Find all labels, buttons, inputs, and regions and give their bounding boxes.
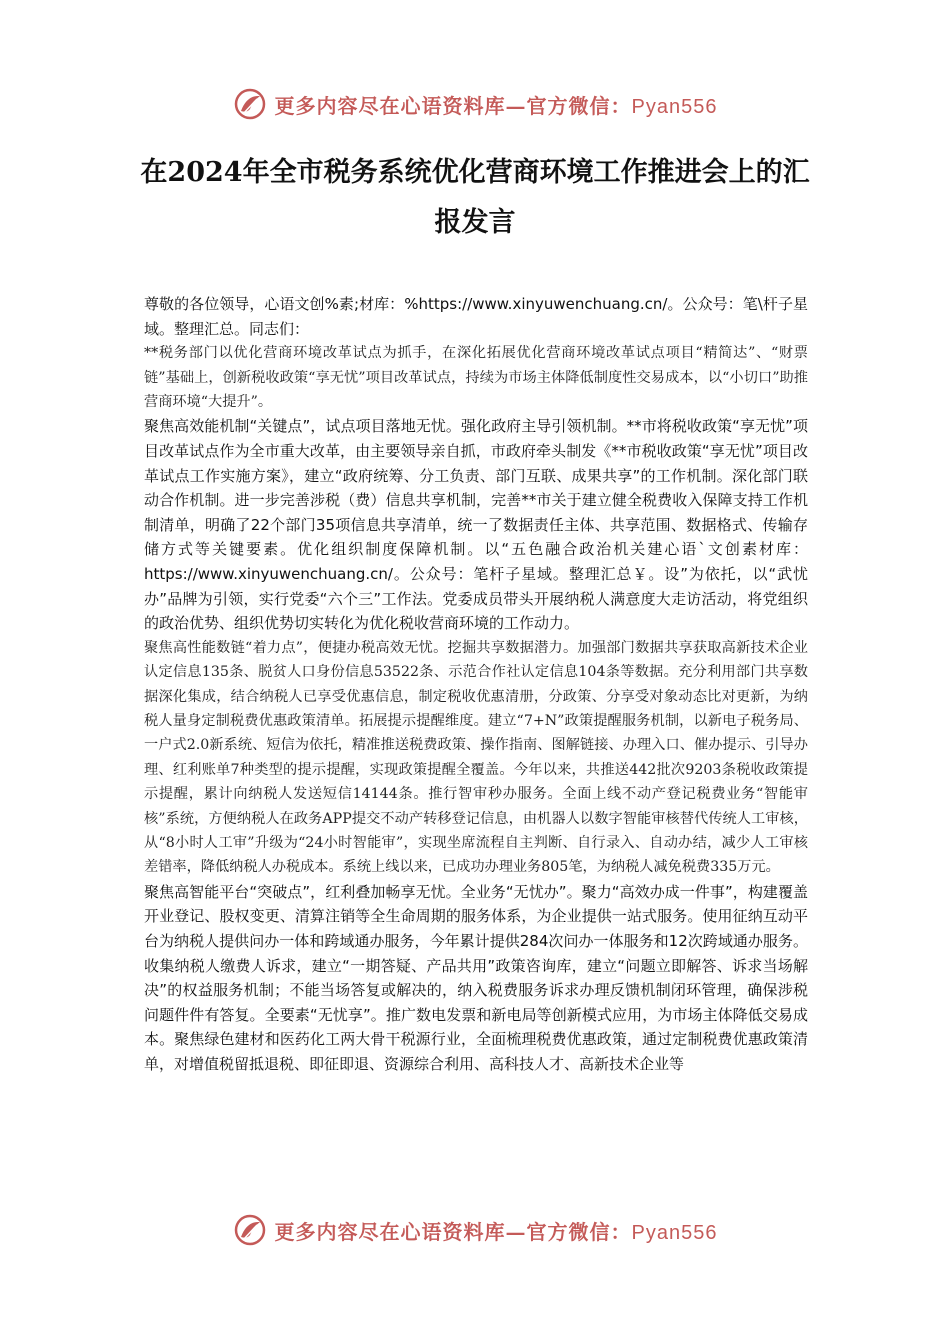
watermark-text: 更多内容尽在心语资料库—官方微信：Pyan556: [274, 1219, 718, 1244]
document-body: [144, 292, 808, 1077]
document-title: 在2024年全市税务系统优化营商环境工作推进会上的汇报发言: [140, 157, 810, 238]
watermark-logo-icon: [233, 87, 267, 121]
watermark-logo-icon: [233, 1213, 267, 1247]
header-watermark-banner: [0, 84, 950, 124]
paragraph-platform: 聚焦高智能平台“突破点”，红利叠加畅享无忧。全业务“无忧办”。聚力“高效办成一件事”，构建覆盖开业登记、股权变更、清算注销等全生命周期的服务体系，为企业提供一站式服务。使用征纳互动平台为纳税人提供问办一体和跨域通办服务，今年累计提供284次问办一体服务和12次跨域通办服务。收集纳税人缴费人诉求，建立“一期答疑、产品共用”政策咨询库，建立“问题立即解答、诉求当场解决”的权益服务机制；不能当场答复或解决的，纳入税费服务诉求办理反馈机制闭环管理，确保涉税问题件件有答复。全要素“无忧享”。推广数电发票和新电局等创新模式应用，为市场主体降低交易成本。聚焦绿色建材和医药化工两大骨干税源行业，全面梳理税费优惠政策，通过定制税费优惠政策清单，对增值税留抵退税、即征即退、资源综合利用、高科技人才、高新技术企业等: [144, 882, 808, 1073]
paragraph-greeting: 尊敬的各位领导，心语文创%素;材库：%https://www.xinyuwenchuang.cn/。公众号：笔\杆子星域。整理汇总。同志们：: [144, 295, 808, 338]
paragraph-intro: **税务部门以优化营商环境改革试点为抓手，在深化拓展优化营商环境改革试点项目“精简达”、“财票链”基础上，创新税收政策“享无忧”项目改革试点，持续为市场主体降低制度性交易成本，以“小切口”助推营商环境“大提升”。: [144, 345, 808, 410]
paragraph-data-chain: 聚焦高性能数链“着力点”，便捷办税高效无忧。挖掘共享数据潜力。加强部门数据共享获取高新技术企业认定信息135条、脱贫人口身份信息53522条、示范合作社认定信息104条等数据。充分利用部门共享数据深化集成，结合纳税人已享受优惠信息，制定税收优惠清册，分政策、分享受对象动态比对更新，为纳税人量身定制税费优惠政策清单。拓展提示提醒维度。建立“7+N”政策提醒服务机制，以新电子税务局、一户式2.0新系统、短信为依托，精准推送税费政策、操作指南、图解链接、办理入口、催办提示、引导办理、红利账单7种类型的提示提醒，实现政策提醒全覆盖。今年以来，共推送442批次9203条税收政策提示提醒，累计向纳税人发送短信14144条。推行智审秒办服务。全面上线不动产登记税费业务“智能审核”系统，方便纳税人在政务APP提交不动产转移登记信息，由机器人以数字智能审核替代传统人工审核，从“8小时人工审”升级为“24小时智能审”，实现坐席流程自主判断、自行录入、自动办结，减少人工审核差错率，降低纳税人办税成本。系统上线以来，已成功办理业务805笔，为纳税人减免税费335万元。: [144, 639, 808, 876]
footer-watermark-banner: [0, 1210, 950, 1250]
paragraph-mechanism: 聚焦高效能机制“关键点”，试点项目落地无忧。强化政府主导引领机制。**市将税收政策“享无忧”项目改革试点作为全市重大改革，由主要领导亲自抓，市政府牵头制发《**市税收政策“享无忧”项目改革试点工作实施方案》，建立“政府统筹、分工负责、部门互联、成果共享”的工作机制。深化部门联动合作机制。进一步完善涉税（费）信息共享机制，完善**市关于建立健全税费收入保障支持工作机制清单，明确了22个部门35项信息共享清单，统一了数据责任主体、共享范围、数据格式、传输存储方式等关键要素。优化组织制度保障机制。以“五色融合政治机关建心语`文创素材库：https://www.xinyuwenchuang.cn/。公众号：笔杆子星域。整理汇总￥。设”为依托，以“武忧办”品牌为引领，实行党委“六个三”工作法。党委成员带头开展纳税人满意度大走访活动，将党组织的政治优势、组织优势切实转化为优化税收营商环境的工作动力。: [144, 417, 808, 633]
watermark-text: 更多内容尽在心语资料库—官方微信：Pyan556: [274, 93, 718, 118]
